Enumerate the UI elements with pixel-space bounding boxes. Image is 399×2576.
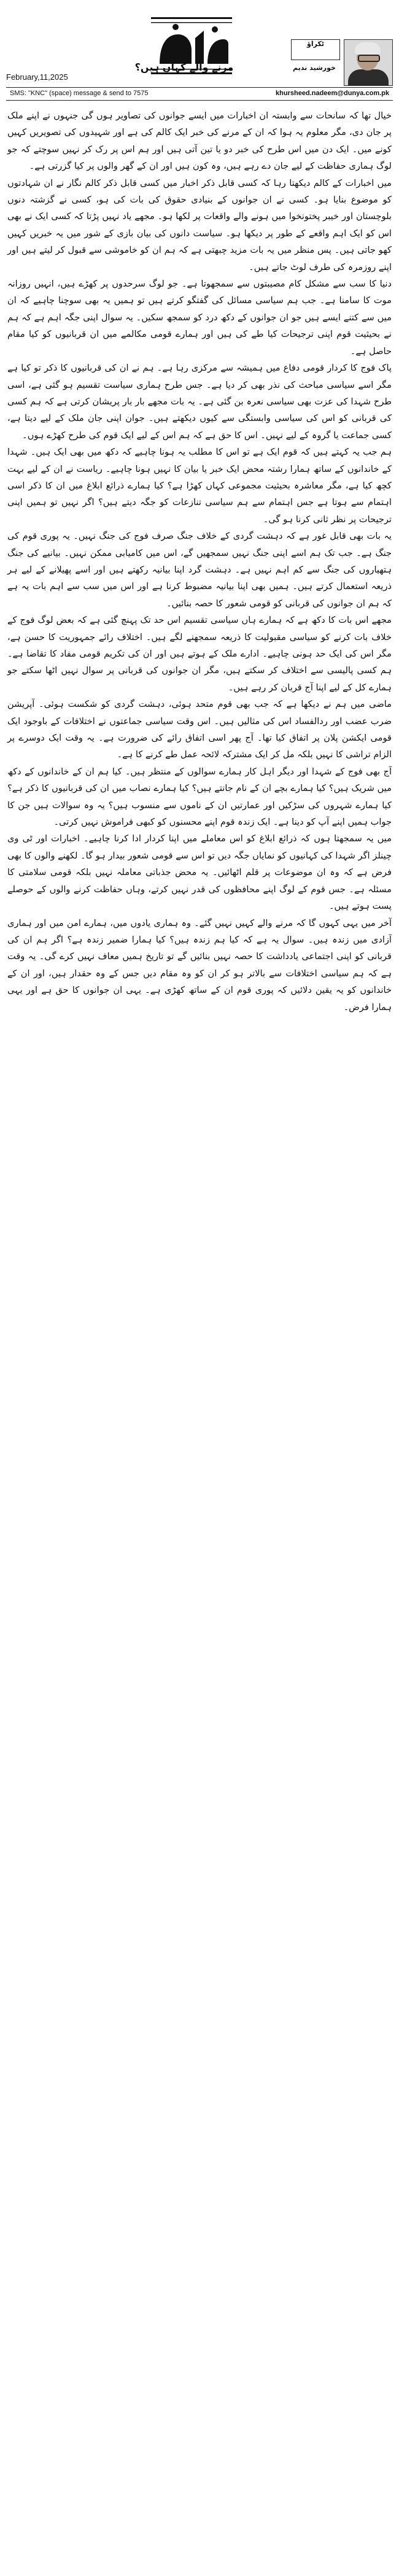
column-title: مرنے والے کہاں ہیں؟ bbox=[134, 61, 234, 73]
article-paragraph: میں یہ سمجھتا ہوں کہ ذرائع ابلاغ کو اس معاملے میں اپنا کردار ادا کرنا چاہیے۔ اخبارات اور ٹی وی چینلز اگر شہدا کی کہانیوں کو نمایاں جگہ دیں تو اس سے قومی شعور بیدار ہو گا۔ لکھنے والوں کا بھی فرض ہے کہ وہ ان موضوعات پر قلم اٹھائیں۔ یہ محض جذباتی معاملہ نہیں بلکہ قومی سلامتی کا مسئلہ ہے۔ جس قوم کے لوگ اپنے محافظوں کی قدر نہیں کرتے، وہاں حفاظت کرنے والوں کے حوصلے پست ہوتے ہیں۔ bbox=[7, 833, 392, 912]
column-tag: ٹکراؤ bbox=[291, 39, 340, 60]
article-paragraph: میں اخبارات کے کالم دیکھتا رہا کہ کسی قابل ذکر اخبار میں کسی قابل ذکر کالم نگار نے ان شہادتوں کو موضوع بنایا ہو۔ کسی نے ان جوانوں کے بنیادی حقوق کی بات کی ہو، کسی نے گزشتہ دنوں بلوچستان اور خیبر پختونخوا میں ہونے والے واقعات پر لکھا ہو۔ مجھے یاد نہیں پڑتا کہ کسی ایک نے بھی اس کو ایک اہم واقعے کے طور پر دیکھا ہو۔ سیاست دانوں کی بیان بازی کے شور میں یہ خبریں کہیں کھو جاتی ہیں۔ پس منظر میں یہ بات مزید چبھتی ہے کہ ہم ان کو خاموشی سے قبول کر لیتے ہیں اور اپنے روزمرہ کی طرف لوٹ جاتے ہیں۔ bbox=[7, 177, 392, 272]
article-paragraph: ماضی میں ہم نے دیکھا ہے کہ جب بھی قوم متحد ہوئی، دہشت گردی کو شکست ہوئی۔ آپریشن ضرب عضب اور ردالفساد اس کی مثالیں ہیں۔ اس وقت سیاسی جماعتوں نے اختلافات کے باوجود ایک قومی ایکشن پلان پر اتفاق کیا تھا۔ آج پھر اسی اتفاق رائے کی ضرورت ہے۔ یہ وقت ایک دوسرے پر الزام تراشی کا نہیں بلکہ مل کر ایک مشترکہ لائحہ عمل طے کرنے کا ہے۔ bbox=[7, 699, 392, 760]
author-name: خورشید ندیم bbox=[293, 64, 336, 72]
article-paragraph: خیال تھا کہ سانحات سے وابستہ ان اخبارات میں ایسے جوانوں کی تصاویر ہوں گی جنہوں نے اپنے ملک پر جان دی، مگر معلوم یہ ہوا کہ ان کے مرنے کی خبر ایک کالم کی ہے اور شہیدوں کی تصویریں کہیں کونے میں۔ ایک دن میں اس طرح کی خبر دو یا تین آتی ہیں اور ہم اس پر رک کر نہیں سوچتے کہ جو لوگ ہماری حفاظت کے لیے جان دے رہے ہیں، وہ کون ہیں اور ان کے گھر والوں پر کیا گزرتی ہے۔ bbox=[7, 110, 392, 172]
article-paragraph: یہ بات بھی قابل غور ہے کہ دہشت گردی کے خلاف جنگ صرف فوج کی جنگ نہیں۔ یہ پوری قوم کی جنگ ہے۔ جب تک ہم اسے اپنی جنگ نہیں سمجھیں گے، اس میں کامیابی ممکن نہیں۔ بیانیے کی جنگ ہتھیاروں کی جنگ سے کم اہم نہیں ہے۔ دہشت گرد اپنا بیانیہ رکھتے ہیں اور اسے پھیلانے کے لیے ہر ذریعہ استعمال کرتے ہیں۔ ہمیں بھی اپنا بیانیہ مضبوط کرنا ہے اور اس میں سب سے اہم بات یہ ہے کہ ہم ان جوانوں کی قربانی کو قومی شعور کا حصہ بنائیں۔ bbox=[7, 531, 392, 609]
author-photo bbox=[344, 39, 393, 86]
article-paragraph: مجھے اس بات کا دکھ ہے کہ ہمارے ہاں سیاسی تقسیم اس حد تک پہنچ گئی ہے کہ بعض لوگ فوج کے خلاف بات کرنے کو سیاسی مقبولیت کا ذریعہ سمجھنے لگے ہیں۔ اختلاف رائے جمہوریت کا حسن ہے، مگر اس کی ایک حد ہونی چاہیے۔ ادارے ملک کے ہوتے ہیں اور ان کی تکریم قومی مفاد کا تقاضا ہے۔ ہم کسی پالیسی سے اختلاف کر سکتے ہیں، مگر ان جوانوں کی قربانی پر سوال نہیں اٹھا سکتے جو ہمارے کل کے لیے اپنا آج قربان کر رہے ہیں۔ bbox=[7, 615, 392, 693]
author-email-link[interactable]: khursheed.nadeem@dunya.com.pk bbox=[276, 90, 389, 97]
publish-date: February,11,2025 bbox=[6, 72, 68, 82]
column-header bbox=[0, 0, 399, 101]
article-paragraph: آخر میں یہی کہوں گا کہ مرنے والے کہیں نہیں گئے۔ وہ ہماری یادوں میں، ہمارے امن میں اور ہماری آزادی میں زندہ ہیں۔ سوال یہ ہے کہ کیا ہم زندہ ہیں؟ کیا ہمارا ضمیر زندہ ہے؟ اگر ہم ان کی قربانی کو اپنی اجتماعی یادداشت کا حصہ نہیں بنائیں گے تو تاریخ ہمیں معاف نہیں کرے گی۔ یہ وقت ہے کہ ہم سیاسی اختلافات سے بالاتر ہو کر ان کو وہ مقام دیں جس کے وہ حقدار ہیں، اور ان کے خاندانوں کو یہ یقین دلائیں کہ پوری قوم ان کے ساتھ کھڑی ہے۔ یہی ان جوانوں کا حق ہے اور یہی ہمارا فرض۔ bbox=[7, 917, 392, 1012]
article-paragraph: پاک فوج کا کردار قومی دفاع میں ہمیشہ سے مرکزی رہا ہے۔ ہم نے ان کی قربانیوں کا ذکر تو کیا ہے مگر اسے سیاسی مباحث کی نذر بھی کر دیا ہے۔ جس طرح ہماری سیاست تقسیم ہو گئی ہے، اسی طرح شہدا کی عزت بھی سیاسی نعرہ بن گئی ہے۔ یہ بات مجھے بار بار پریشان کرتی ہے کہ ہم کسی کی قربانی کو اس کی سیاسی وابستگی سے کیوں دیکھتے ہیں۔ جوان اپنی جان ملک کے لیے دیتا ہے، کسی جماعت یا گروہ کے لیے نہیں۔ اس کا حق ہے کہ ہم اس کے لیے ایک قوم کی طرح کھڑے ہوں۔ bbox=[7, 363, 392, 441]
article-paragraph: آج بھی فوج کے شہدا اور دیگر اہل کار ہمارے سوالوں کے منتظر ہیں۔ کیا ہم ان کے خاندانوں کے دکھ میں شریک ہیں؟ کیا ہمارے بچے ان کے نام جانتے ہیں؟ کیا ہمارے نصاب میں ان کی قربانیوں کا ذکر ہے؟ کیا ہمارے شہروں کی سڑکیں اور عمارتیں ان کے ناموں سے منسوب ہیں؟ یہ وہ سوالات ہیں جن کا جواب ہمیں اپنے آپ کو دینا ہے۔ ایک زندہ قوم اپنے محسنوں کو کبھی فراموش نہیں کرتی۔ bbox=[7, 766, 392, 828]
contact-bar bbox=[6, 87, 393, 101]
article-paragraph: دنیا کا سب سے مشکل کام مصیبتوں سے سمجھوتا ہے۔ جو لوگ سرحدوں پر کھڑے ہیں، انہیں روزانہ موت کا سامنا ہے۔ جب ہم سیاسی مسائل کی گفتگو کرتے ہیں تو ہمیں یہ بھی سوچنا چاہیے کہ ان میں سے کتنے ایسے ہیں جو ان جوانوں کے دکھ درد کو سمجھ سکیں۔ یہ سوال اپنی جگہ اہم ہے کہ ہم نے بحیثیت قوم اپنی ترجیحات کیا طے کی ہیں اور ہمارے قومی مکالمے میں ان قربانیوں کو کیا مقام حاصل ہے۔ bbox=[7, 279, 392, 357]
article-paragraph: ہم جب یہ کہتے ہیں کہ قوم ایک ہے تو اس کا مطلب یہ ہونا چاہیے کہ دکھ میں بھی ایک ہیں۔ شہدا کے خاندانوں کے ساتھ ہمارا رشتہ محض ایک خبر یا بیان کا نہیں ہونا چاہیے۔ ریاست نے ان کے لیے بہت کچھ کیا ہے، مگر معاشرہ بحیثیت مجموعی کہاں کھڑا ہے؟ کیا ہمارے ذرائع ابلاغ میں ان کا ذکر اسی اہتمام سے ہوتا ہے جس اہتمام سے ہم سیاسی تنازعات کو جگہ دیتے ہیں؟ اگر نہیں تو ہمیں اپنی ترجیحات پر نظر ثانی کرنا ہو گی۔ bbox=[7, 447, 392, 525]
author-block bbox=[289, 39, 393, 85]
article-body bbox=[7, 107, 392, 1016]
sms-instructions: SMS: "KNC" (space) message & send to 7575 bbox=[10, 90, 149, 97]
